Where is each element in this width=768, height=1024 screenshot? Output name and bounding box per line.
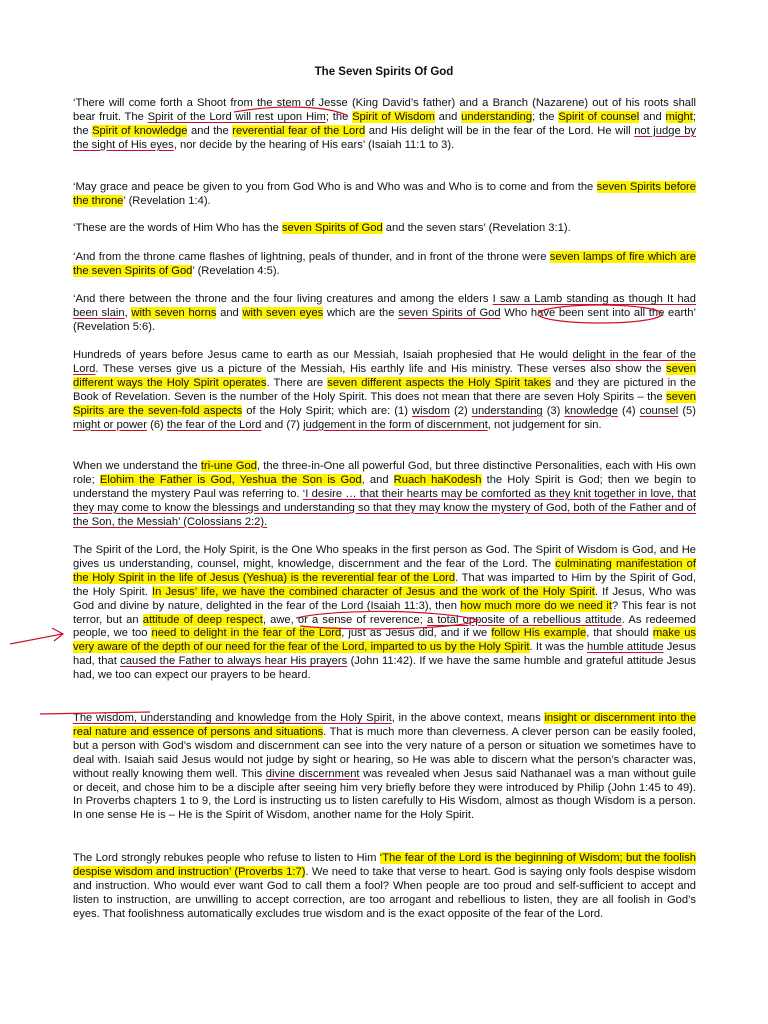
paragraph-triune-god: [73, 460, 696, 530]
text-run: . These verses give us a picture of the Messiah, His earthly life and His ministry. These verses also show the: [95, 362, 667, 375]
text-run: and the seven stars’ (Revelation 3:1).: [382, 222, 571, 234]
underlined-text: might or power: [73, 418, 147, 431]
underlined-text: humble attitude: [587, 641, 664, 654]
highlighted-text: seven Spirits of God: [281, 222, 383, 234]
text-run: Who have been sent into all the earth’ (Revelation 5:6).: [73, 306, 696, 333]
text-run: which are the: [323, 306, 399, 319]
text-run: . It was the: [529, 641, 588, 654]
text-run: was revealed when Jesus said Nathanael was a man without guile or deceit, and chose him to be a disciple after seeing him very briefly before they were introduced by Philip (John 1:45 to 49). In Proverbs chapters 1 to 9, the Lord is instructing us to listen carefully to His Wisdom, almost as though Wisdom is a person. In one sense He is – He is the Spirit of Wisdom, another name for the Holy Spirit.: [73, 767, 696, 822]
highlighted-text: seven Spirits before the throne: [73, 181, 697, 207]
highlighted-text: insight or discernment into the real nature and essence of persons and situations: [73, 712, 697, 738]
highlighted-text: seven Spirits are the seven-fold aspects: [73, 390, 696, 417]
text-run: the Holy Spirit is God; then we begin to understand the mystery Paul was referring to.: [73, 473, 696, 500]
paragraph-seven-aspects: [73, 349, 696, 432]
text-run: ‘These are the words of Him Who has the: [73, 222, 282, 234]
arrow-annotation: [10, 628, 63, 644]
highlighted-text: seven lamps of fire which are the seven Spirits of God: [73, 251, 696, 277]
text-run: and they are pictured in the Book of Revelation. Seven is the number of the Holy Spirit. This does not mean that there are seven Holy Spirits – the: [73, 376, 696, 403]
highlighted-text: Spirit of counsel: [558, 110, 640, 123]
highlighted-text: how much more do we need it: [460, 599, 612, 612]
text-run: , and: [361, 473, 394, 486]
text-run: ’ (Revelation 1:4).: [123, 194, 211, 207]
text-run: ’ (Revelation 4:5).: [192, 264, 280, 277]
text-run: ? This fear is not terror, but an: [73, 599, 696, 626]
text-run: (6): [147, 418, 167, 431]
text-run: . If Jesus, Who was God and divine by nature, delighted in the fear of the Lord (Isaiah 11:3), then: [73, 585, 696, 612]
text-run: . We need to take that verse to heart. God is saying only fools despise wisdom and instruction. Who would ever want God to call them a fool? When people are too proud and self-sufficient to accept and listen to instruction, are unwilling to accept correction, are too arrogant and rebellious to listen, they are all foolish in God’s eyes. That foolishness automatically excludes true wisdom and is the exact opposite of the fear of the Lord.: [73, 865, 696, 920]
paragraph-rev-3-1: [73, 222, 696, 236]
highlighted-text: attitude of deep respect: [142, 613, 263, 626]
text-run: and His delight will be in the fear of the Lord. He will: [365, 124, 635, 137]
text-run: Hundreds of years before Jesus came to earth as our Messiah, Isaiah prophesied that He would: [73, 349, 573, 361]
highlighted-text: with seven horns: [131, 306, 217, 319]
text-run: ; the: [532, 110, 559, 123]
underlined-text: I saw a Lamb standing as though It had been slain: [73, 293, 697, 319]
text-run: , not judgement for sin.: [487, 418, 602, 431]
underlined-text: divine discernment: [265, 767, 360, 780]
highlighted-text: Elohim the Father is God, Yeshua the Son is God: [99, 473, 362, 486]
text-run: , just as Jesus did, and if we: [341, 627, 492, 640]
text-run: (3): [542, 404, 565, 417]
text-run: and: [639, 110, 666, 123]
highlighted-text: Spirit of knowledge: [92, 124, 188, 137]
text-run: . There are: [266, 376, 328, 389]
text-run: ; the: [73, 110, 696, 137]
paragraph-proverbs: [73, 852, 696, 922]
text-run: , awe, or a sense of reverence;: [262, 613, 427, 626]
text-run: and the: [187, 124, 233, 137]
underlined-text: caused the Father to always hear His prayers: [120, 655, 348, 668]
underlined-text: delight in the fear of the Lord: [73, 349, 696, 375]
underlined-text: ‘I desire … that their hearts may be comforted as they knit together in love, that they may come to know the blessings and understanding so that they may know the mystery of God, both of the Father and of the Son, the Messiah’ (Colossians 2:2).: [73, 487, 696, 528]
highlighted-text: might: [665, 110, 693, 123]
text-run: and: [434, 110, 462, 123]
text-run: Jesus had, that: [73, 641, 697, 668]
underlined-text: the fear of the Lord: [166, 418, 262, 431]
highlighted-text: understanding: [461, 110, 533, 123]
paragraph-fear-of-lord: [73, 544, 696, 683]
text-run: (2): [449, 404, 472, 417]
highlighted-text: follow His example: [491, 627, 587, 640]
text-run: and (7): [261, 418, 304, 431]
highlighted-text: Spirit of Wisdom: [352, 110, 435, 123]
underlined-text: understanding: [471, 404, 543, 417]
paragraph-rev-5-6: [73, 293, 696, 335]
text-run: The Lord strongly rebukes people who refuse to listen to Him: [73, 852, 380, 864]
text-run: When we understand the: [73, 460, 201, 472]
text-run: , nor decide by the hearing of His ears’ (Isaiah 11:1 to 3).: [173, 138, 455, 151]
text-run: (4): [617, 404, 640, 417]
highlighted-text: Ruach haKodesh: [393, 473, 482, 486]
text-run: of the Holy Spirit; which are: (1): [242, 404, 413, 417]
underlined-text: The wisdom, understanding and knowledge from the Holy Spirit: [73, 712, 392, 724]
text-run: . As redeemed people, we too: [73, 613, 696, 640]
underlined-text: judgement in the form of discernment: [303, 418, 488, 431]
text-run: ‘May grace and peace be given to you from God Who is and Who was and Who is to come and from the: [73, 181, 597, 193]
highlighted-text: make us very aware of the depth of our need for the fear of the Lord, imparted to us by the Holy Spirit: [73, 627, 697, 654]
highlighted-text: ‘The fear of the Lord is the beginning of Wisdom; but the foolish despise wisdom and instruction’ (Proverbs 1:7): [73, 852, 696, 878]
underlined-text: a total opposite of a rebellious attitude: [426, 613, 622, 626]
text-run: The Spirit of the Lord, the Holy Spirit, is the One Who speaks in the first person as God. The Spirit of Wisdom is God, and He gives us understanding, counsel, might, knowledge, discernment and the fear of the Lord. The: [73, 544, 696, 570]
text-run: ; the: [325, 110, 353, 123]
highlighted-text: seven different aspects the Holy Spirit takes: [327, 376, 551, 389]
underlined-text: seven Spirits of God: [398, 306, 501, 319]
highlighted-text: need to delight in the fear of the Lord: [151, 627, 342, 640]
text-run: (John 11:42). If we have the same humble and grateful attitude Jesus had, we too can expect our prayers to be heard.: [73, 655, 697, 682]
underlined-text: counsel: [639, 404, 679, 417]
underlined-text: Spirit of the Lord will rest upon Him: [147, 110, 326, 123]
text-run: , the three-in-One all powerful God, but three distinctive Personalities, each with His own role;: [73, 460, 696, 486]
text-run: . That was imparted to Him by the Spirit of God, the Holy Spirit.: [73, 571, 696, 598]
text-run: (5): [678, 404, 697, 417]
highlighted-text: with seven eyes: [242, 306, 324, 319]
text-run: ,: [124, 306, 132, 319]
highlighted-text: reverential fear of the Lord: [232, 124, 366, 137]
paragraph-wisdom: [73, 712, 696, 823]
highlighted-text: seven different ways the Holy Spirit operates: [73, 362, 696, 389]
text-run: ‘And from the throne came flashes of lightning, peals of thunder, and in front of the throne were: [73, 251, 550, 263]
paragraph-rev-1-4: [73, 181, 696, 209]
paragraph-isaiah: [73, 97, 696, 153]
underlined-text: wisdom: [412, 404, 450, 417]
highlighted-text: In Jesus’ life, we have the combined character of Jesus and the work of the Holy Spirit: [151, 585, 595, 598]
text-run: , in the above context, means: [391, 712, 545, 724]
highlighted-text: tri-une God: [200, 460, 257, 472]
highlighted-text: culminating manifestation of the Holy Spirit in the life of Jesus (Yeshua) is the reverential fear of the Lord: [73, 557, 696, 584]
text-run: ‘And there between the throne and the four living creatures and among the elders: [73, 293, 493, 305]
text-run: . That is much more than cleverness. A clever person can be easily fooled, but a person with God’s wisdom and discernment can see into the very nature of a person or situation we sometimes have to deal with. Isaiah said Jesus would not judge by sight or hearing, so He was able to discern what the person’s character was, without really knowing them well. This: [73, 725, 696, 780]
text-run: , that should: [586, 627, 653, 640]
paragraph-rev-4-5: [73, 251, 696, 279]
underlined-text: knowledge: [564, 404, 618, 417]
page-title: The Seven Spirits Of God: [314, 66, 454, 78]
underlined-text: not judge by the sight of His eyes: [73, 124, 697, 151]
text-run: ‘There will come forth a Shoot from the stem of Jesse (King David’s father) and a Branch (Nazarene) out of his roots shall bear fruit. The: [73, 97, 696, 123]
text-run: and: [216, 306, 243, 319]
